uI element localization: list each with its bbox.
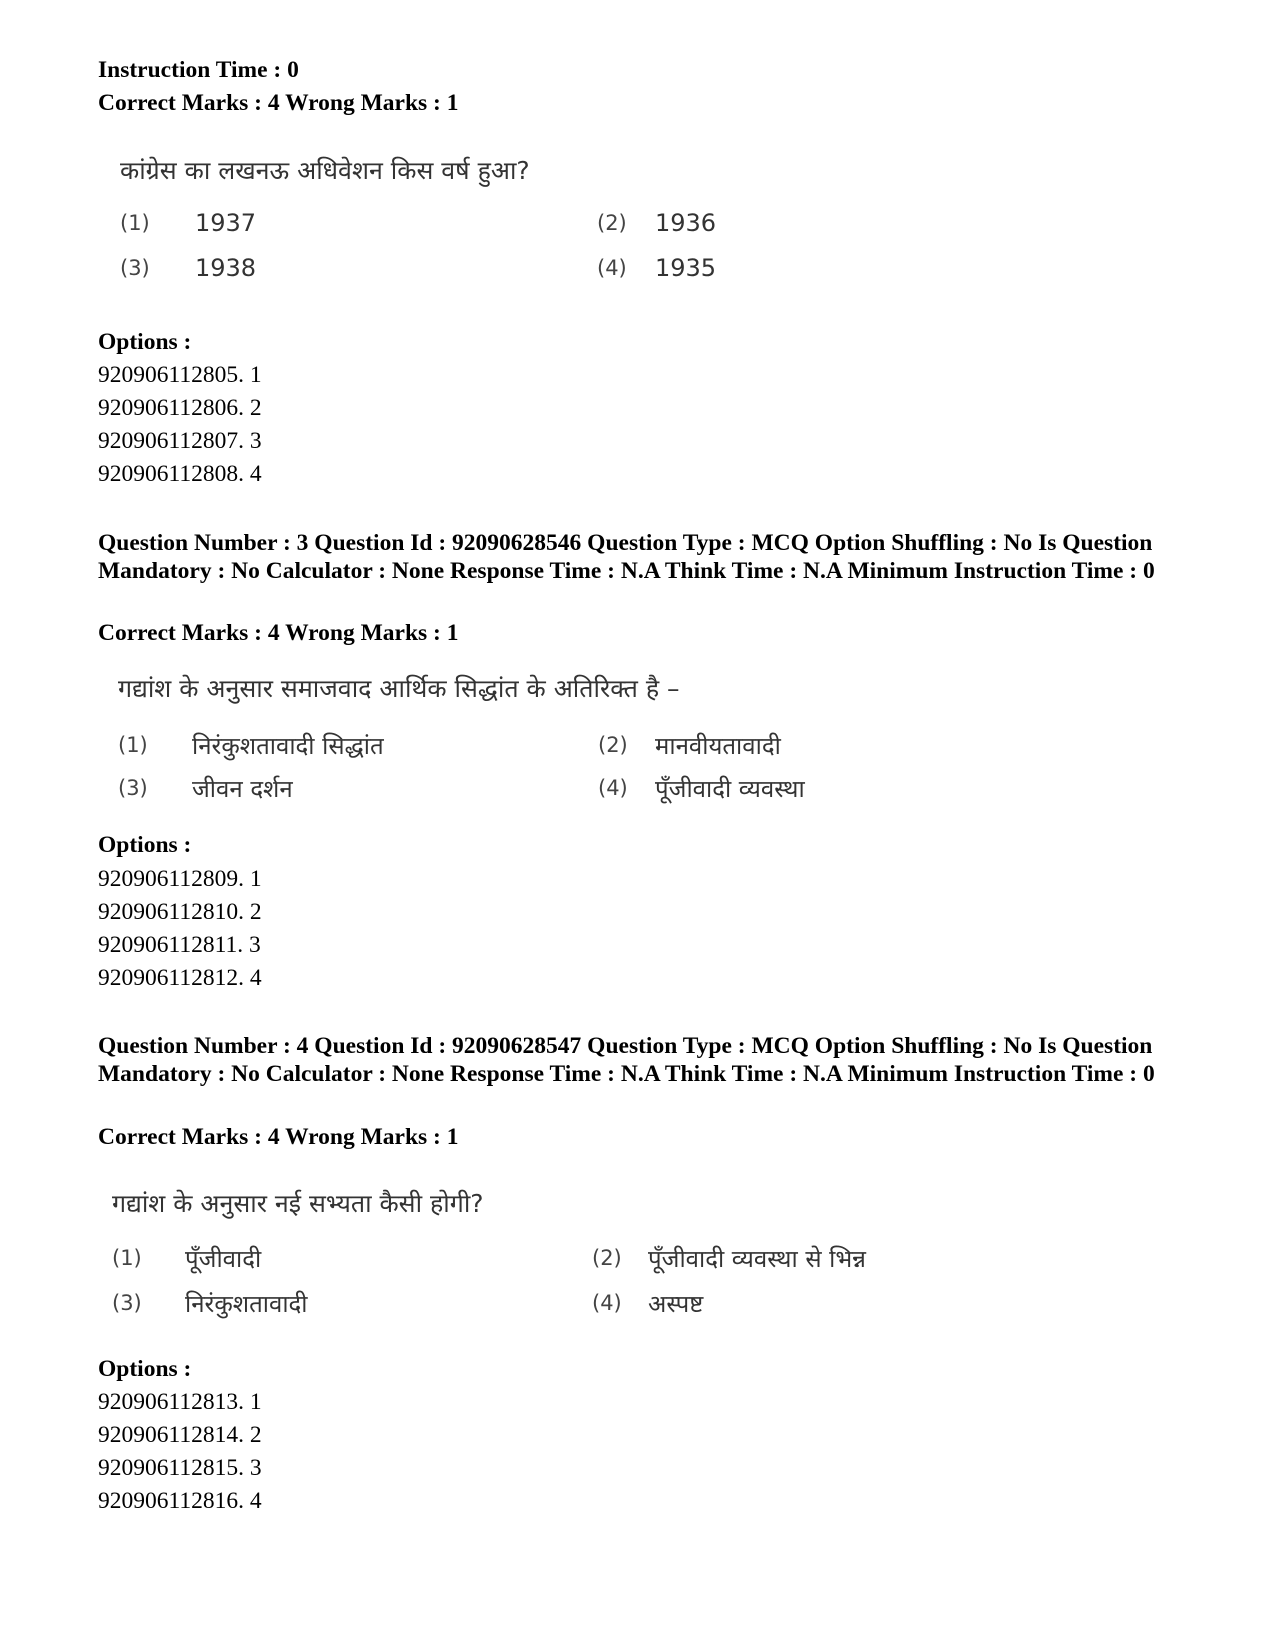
q3-option-4: 920906112812. 4 [98,965,262,991]
q4-option-4: 920906112816. 4 [98,1488,262,1514]
q4-choice-1-text: पूँजीवादी [185,1245,262,1273]
q3-option-3: 920906112811. 3 [98,932,261,958]
q2-marks: Correct Marks : 4 Wrong Marks : 1 [98,90,459,116]
q2-options-label: Options : [98,329,192,355]
q3-choice-3-num: (3) [118,776,148,800]
q3-choice-3-text: जीवन दर्शन [192,775,293,803]
q3-question-image [0,665,1275,810]
q4-question-image [0,1180,1275,1325]
q2-option-4: 920906112808. 4 [98,461,262,487]
q3-choice-4-num: (4) [598,776,628,800]
q2-choice-1-num: (1) [120,211,150,235]
q3-options-label: Options : [98,832,192,858]
q4-choice-3-text: निरंकुशतावादी [185,1290,308,1318]
q4-choice-2-num: (2) [592,1246,622,1270]
q4-question-text: गद्यांश के अनुसार नई सभ्यता कैसी होगी? [112,1189,484,1218]
q3-question-text: गद्यांश के अनुसार समाजवाद आर्थिक सिद्धांत के अतिरिक्त है – [118,674,680,703]
q3-choice-4-text: पूँजीवादी व्यवस्था [655,775,805,803]
q3-choice-2-text: मानवीयतावादी [655,732,781,760]
q3-choice-2-num: (2) [598,733,628,757]
q2-choice-4-text: 1935 [655,254,717,282]
q4-marks: Correct Marks : 4 Wrong Marks : 1 [98,1124,459,1150]
q2-choice-2-num: (2) [597,211,627,235]
q2-option-2: 920906112806. 2 [98,395,262,421]
q2-question-text: कांग्रेस का लखनऊ अधिवेशन किस वर्ष हुआ? [120,156,530,185]
q4-header: Question Number : 4 Question Id : 92090628547 Question Type : MCQ Option Shuffling : No Is Question Mandatory : No Calculator : None Response Time : N.A Think Time : N.A Minimum Instruction Time : 0 [98,1033,1155,1087]
q2-choice-2-text: 1936 [655,209,717,237]
q4-choice-4-num: (4) [592,1291,622,1315]
q4-option-3: 920906112815. 3 [98,1455,262,1481]
q2-option-3: 920906112807. 3 [98,428,262,454]
q4-choice-1-num: (1) [112,1246,142,1270]
q2-choice-3-text: 1938 [195,254,257,282]
q4-choice-2-text: पूँजीवादी व्यवस्था से भिन्न [648,1245,866,1273]
q2-instruction-time: Instruction Time : 0 [98,57,299,83]
q3-header: Question Number : 3 Question Id : 92090628546 Question Type : MCQ Option Shuffling : No Is Question Mandatory : No Calculator : None Response Time : N.A Think Time : N.A Minimum Instruction Time : 0 [98,530,1155,584]
q4-choice-4-text: अस्पष्ट [648,1290,704,1318]
q2-choice-3-num: (3) [120,256,150,280]
q4-choice-3-num: (3) [112,1291,142,1315]
q2-choice-1-text: 1937 [195,209,257,237]
q2-question-image [0,145,1275,295]
q3-choice-1-text: निरंकुशतावादी सिद्धांत [192,732,384,760]
q4-option-2: 920906112814. 2 [98,1422,262,1448]
q2-choice-4-num: (4) [597,256,627,280]
q4-options-label: Options : [98,1356,192,1382]
q3-marks: Correct Marks : 4 Wrong Marks : 1 [98,620,459,646]
q4-option-1: 920906112813. 1 [98,1389,262,1415]
q2-option-1: 920906112805. 1 [98,362,262,388]
q3-option-1: 920906112809. 1 [98,866,262,892]
q3-option-2: 920906112810. 2 [98,899,262,925]
q3-choice-1-num: (1) [118,733,148,757]
